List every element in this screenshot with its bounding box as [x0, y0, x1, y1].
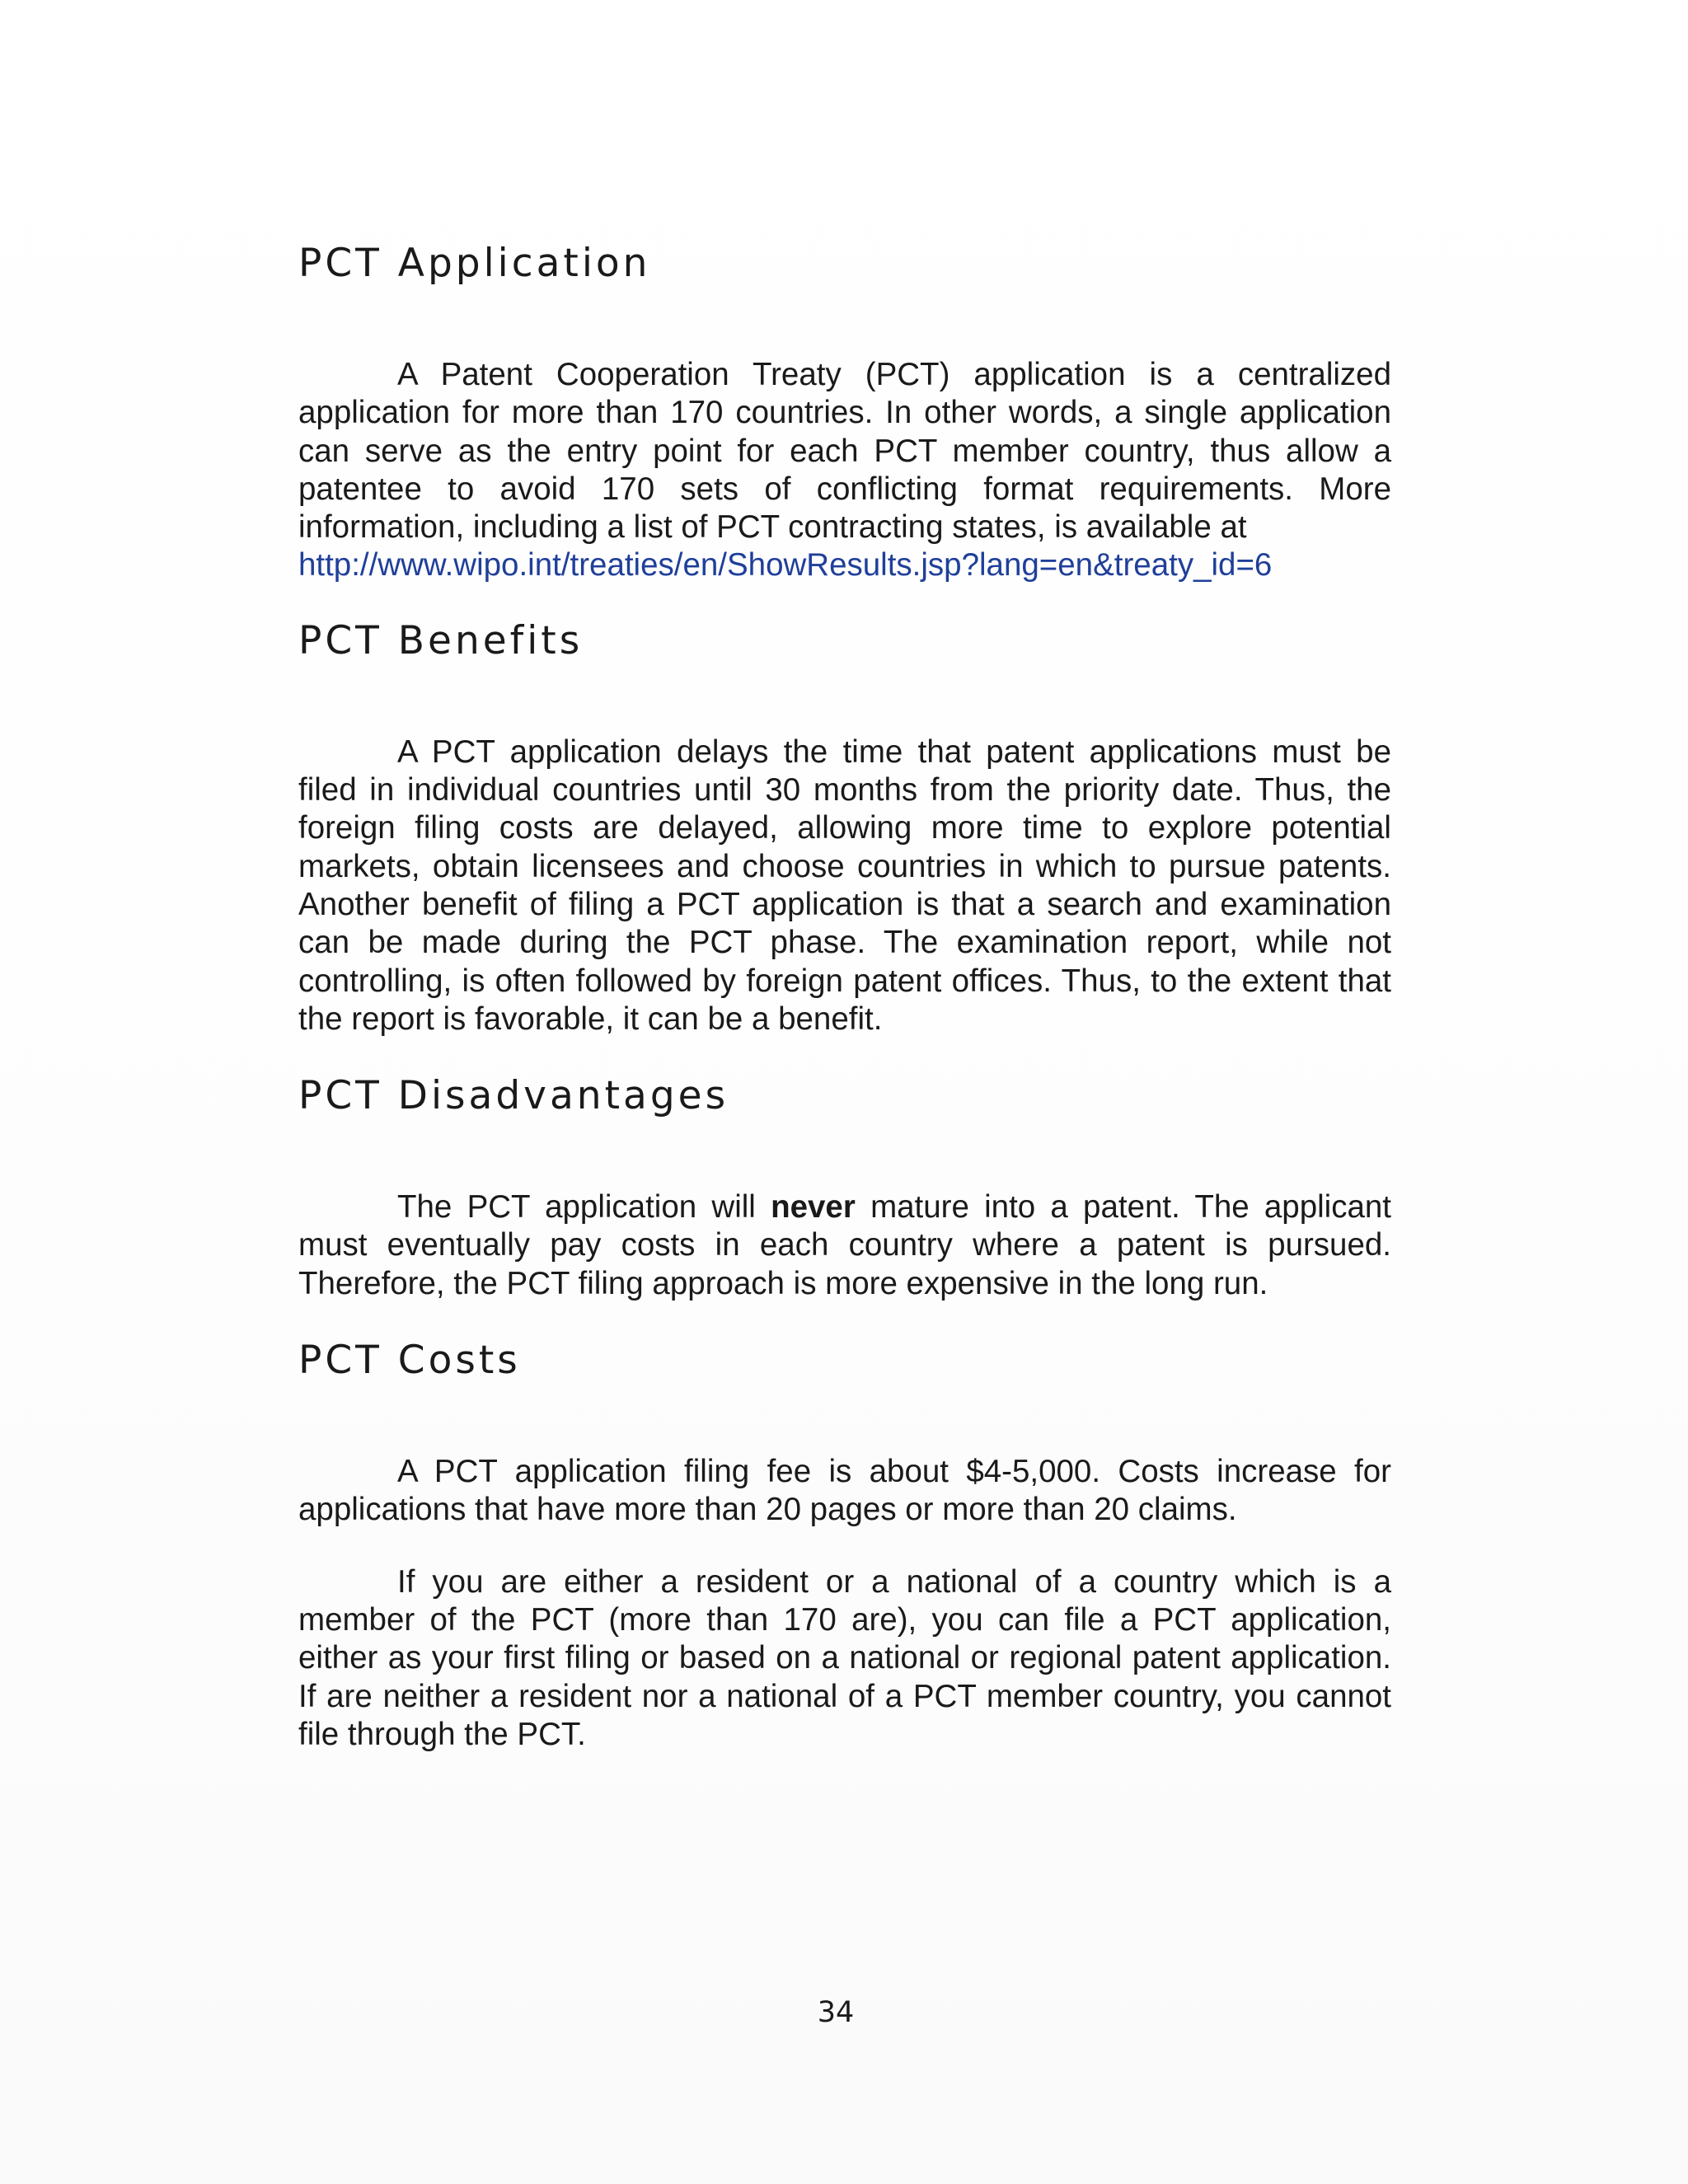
paragraph-pct-benefits: A PCT application delays the time that patent applications must be filed in individual countries until 30 months from the priority date. Thus, the foreign filing costs are delayed, allowing more time to explore potential markets, obtain licensees and choose countries in which to pursue patents. Another benefit of filing a PCT application is that a search and examination can be made during the PCT phase. The examination report, while not controlling, is often followed by foreign patent offices. Thus, to the extent that the report is favorable, it can be a benefit. — [298, 733, 1391, 1037]
disadvantages-text-start: The PCT application will — [397, 1189, 771, 1226]
paragraph-pct-application — [298, 356, 1391, 585]
heading-pct-costs: PCT Costs — [298, 1338, 521, 1384]
page-number: 34 — [817, 1996, 855, 2029]
paragraph-pct-costs-fee: A PCT application filing fee is about $4-5,000. Costs increase for applications that have more than 20 pages or more than 20 claims. — [298, 1454, 1391, 1528]
wipo-treaty-link[interactable]: http://www.wipo.int/treaties/en/ShowResults.jsp?lang=en&treaty_id=6 — [298, 547, 1273, 583]
disadvantages-emphasis-never: never — [771, 1189, 856, 1226]
heading-pct-benefits: PCT Benefits — [298, 617, 584, 663]
disadvantages-text-end: mature into a patent. The applicant must eventually pay costs in each country where a patent is pursued. Therefore, the PCT filing approach is more expensive in the long run. — [298, 1189, 1391, 1301]
paragraph-pct-disadvantages — [298, 1188, 1391, 1303]
heading-pct-disadvantages: PCT Disadvantages — [298, 1073, 729, 1119]
paragraph-pct-costs-eligibility: If you are either a resident or a national of a country which is a member of the PCT (more than 170 are), you can file a PCT application, either as your first filing or based on a national or regional patent application. If are neither a resident nor a national of a PCT member country, you cannot file through the PCT. — [298, 1563, 1391, 1752]
paragraph-pct-application-text: A Patent Cooperation Treaty (PCT) application is a centralized application for more than 170 countries. In other words, a single application can serve as the entry point for each PCT member country, thus allow a patentee to avoid 170 sets of conflicting format requirements. More information, including a list of PCT contracting states, is available at — [298, 357, 1391, 546]
heading-pct-application: PCT Application — [298, 241, 651, 286]
page-content — [298, 239, 1391, 1754]
